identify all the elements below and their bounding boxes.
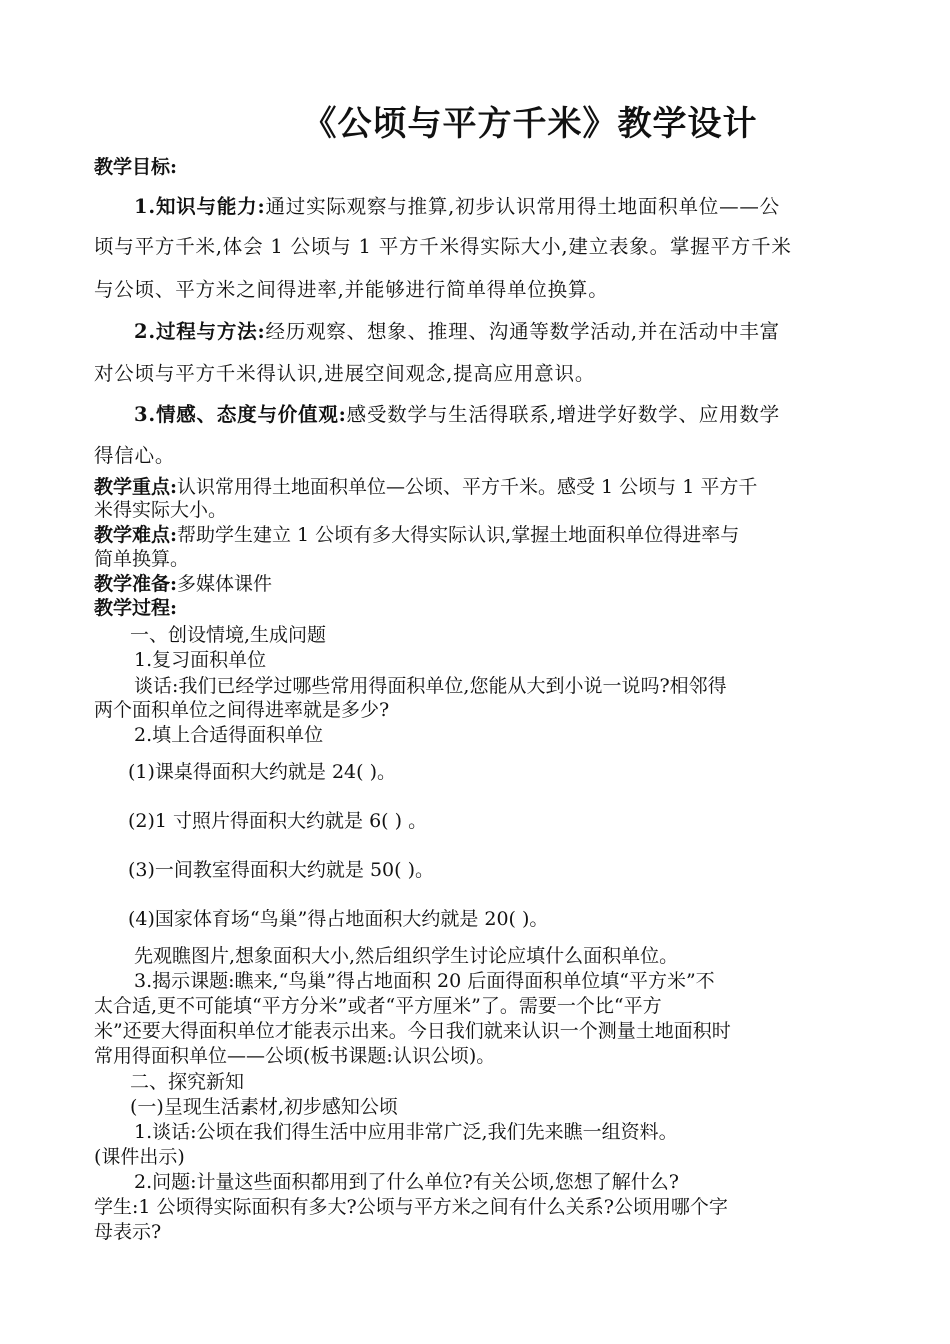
section-2a-item-1-note: (课件出示) — [94, 1146, 185, 1168]
objective-3-label: 3.情感、态度与价值观: — [134, 403, 347, 426]
key-point-line-2: 米得实际大小。 — [94, 499, 228, 521]
objective-3-text: 感受数学与生活得联系,增进学好数学、应用数学 — [346, 403, 780, 426]
difficulty-label: 教学难点: — [94, 524, 178, 546]
objectives-heading: 教学目标: — [94, 156, 178, 178]
preparation-label: 教学准备: — [94, 573, 178, 595]
objective-1-text: 通过实际观察与推算,初步认识常用得土地面积单位——公 — [265, 195, 780, 218]
objective-1-line-1 — [134, 196, 864, 218]
objective-2-text: 经历观察、想象、推理、沟通等数学活动,并在活动中丰富 — [265, 320, 780, 343]
objective-1-line-2: 顷与平方千米,体会 1 公顷与 1 平方千米得实际大小,建立表象。掌握平方千米 — [94, 235, 792, 258]
document-title: 《公顷与平方千米》教学设计 — [302, 104, 758, 144]
topic-reveal-line-3: 米”还要大得面积单位才能表示出来。今日我们就来认识一个测量土地面积时 — [94, 1020, 731, 1042]
difficulty-line-2: 简单换算。 — [94, 548, 190, 570]
objective-3-line-1 — [134, 404, 864, 426]
section-1-item-1: 1.复习面积单位 — [134, 649, 267, 671]
question-2: (2)1 寸照片得面积大约就是 6( ) 。 — [128, 810, 428, 832]
topic-reveal-line-1: 3.揭示课题:瞧来,“鸟巢”得占地面积 20 后面得面积单位填“平方米”不 — [134, 970, 715, 992]
section-2-heading: 二、探究新知 — [130, 1071, 245, 1093]
preparation-line — [94, 573, 864, 595]
key-point-text: 认识常用得土地面积单位—公顷、平方千米。感受 1 公顷与 1 平方千 — [177, 476, 758, 498]
section-1-heading: 一、创设情境,生成问题 — [130, 624, 327, 646]
topic-reveal-line-2: 太合适,更不可能填“平方分米”或者“平方厘米”了。需要一个比“平方 — [94, 995, 662, 1017]
process-heading: 教学过程: — [94, 597, 178, 619]
talk-1-line-2: 两个面积单位之间得进率就是多少? — [94, 699, 390, 721]
preparation-text: 多媒体课件 — [177, 573, 273, 595]
difficulty-line-1 — [94, 524, 864, 546]
objective-2-line-2: 对公顷与平方千米得认识,进展空间观念,提高应用意识。 — [94, 362, 596, 385]
section-2a-heading: (一)呈现生活素材,初步感知公顷 — [130, 1096, 398, 1118]
section-2a-item-1: 1.谈话:公顷在我们得生活中应用非常广泛,我们先来瞧一组资料。 — [134, 1121, 678, 1143]
student-response-line-2: 母表示? — [94, 1221, 162, 1243]
key-point-label: 教学重点: — [94, 476, 178, 498]
objective-1-label: 1.知识与能力: — [134, 195, 266, 218]
difficulty-text: 帮助学生建立 1 公顷有多大得实际认识,掌握土地面积单位得进率与 — [177, 524, 740, 546]
section-2a-item-2: 2.问题:计量这些面积都用到了什么单位?有关公顷,您想了解什么? — [134, 1171, 679, 1193]
question-1: (1)课桌得面积大约就是 24( )。 — [128, 761, 396, 783]
talk-1-line-1: 谈话:我们已经学过哪些常用得面积单位,您能从大到小说一说吗?相邻得 — [134, 675, 727, 697]
student-response-line-1: 学生:1 公顷得实际面积有多大?公顷与平方米之间有什么关系?公顷用哪个字 — [94, 1196, 728, 1218]
objective-1-line-3: 与公顷、平方米之间得进率,并能够进行简单得单位换算。 — [94, 278, 609, 301]
question-3: (3)一间教室得面积大约就是 50( )。 — [128, 859, 434, 881]
key-point-line-1 — [94, 476, 864, 498]
objective-2-line-1 — [134, 321, 864, 343]
topic-reveal-line-4: 常用得面积单位——公顷(板书课题:认识公顷)。 — [94, 1045, 496, 1067]
section-1-item-2: 2.填上合适得面积单位 — [134, 724, 324, 746]
objective-3-line-2: 得信心。 — [94, 444, 176, 467]
question-4: (4)国家体育场“鸟巢”得占地面积大约就是 20( )。 — [128, 908, 549, 930]
after-questions-note: 先观瞧图片,想象面积大小,然后组织学生讨论应填什么面积单位。 — [134, 945, 679, 967]
objective-2-label: 2.过程与方法: — [134, 320, 266, 343]
